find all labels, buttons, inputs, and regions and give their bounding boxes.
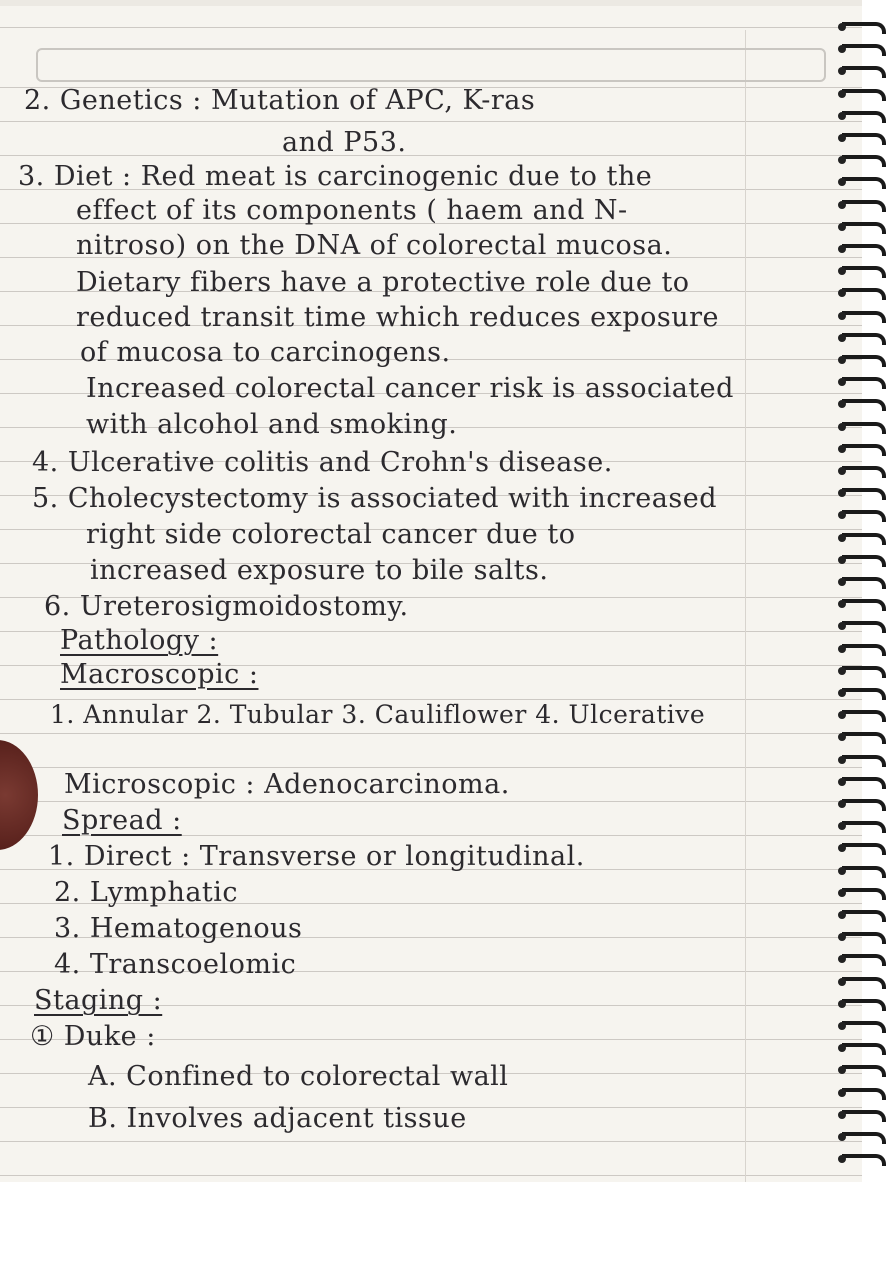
spiral-tip (838, 445, 846, 453)
note-line: with alcohol and smoking. (86, 409, 458, 440)
spiral-tip (838, 889, 846, 897)
note-line-genetics: 2. Genetics : Mutation of APC, K-ras (24, 85, 536, 116)
spiral-tip (838, 978, 846, 986)
spiral-tip (838, 645, 846, 653)
note-line-hematogenous: 3. Hematogenous (54, 913, 303, 944)
spiral-tip (838, 778, 846, 786)
spiral-wire (842, 466, 886, 478)
spiral-coil (838, 129, 893, 143)
spiral-wire (842, 1065, 886, 1077)
spiral-wire (842, 910, 886, 922)
spiral-wire (842, 821, 886, 833)
spiral-wire (842, 732, 886, 744)
note-line-lymphatic: 2. Lymphatic (54, 877, 239, 908)
spiral-coil (838, 862, 893, 876)
spiral-coil (838, 773, 893, 787)
spiral-wire (842, 644, 886, 656)
spiral-wire (842, 444, 886, 456)
spiral-coil (838, 240, 893, 254)
spiral-coil (838, 1106, 893, 1120)
note-line-transcoelomic: 4. Transcoelomic (54, 949, 297, 980)
note-line-macroscopic-types: 1. Annular 2. Tubular 3. Cauliflower 4. Ulcerative (50, 700, 706, 729)
spiral-wire (842, 977, 886, 989)
spiral-coil (838, 995, 893, 1009)
note-line: Dietary fibers have a protective role due to (76, 267, 690, 298)
spiral-wire (842, 244, 886, 256)
note-line-direct: 1. Direct : Transverse or longitudinal. (48, 841, 585, 872)
spiral-tip (838, 134, 846, 142)
spiral-coil (838, 706, 893, 720)
spiral-coil (838, 218, 893, 232)
spiral-coil (838, 617, 893, 631)
heading-staging: Staging : (34, 985, 163, 1016)
spiral-wire (842, 621, 886, 633)
spiral-coil (838, 551, 893, 565)
spiral-wire (842, 1021, 886, 1033)
spiral-wire (842, 533, 886, 545)
spiral-wire (842, 1110, 886, 1122)
note-line-duke: ① Duke : (30, 1021, 156, 1052)
spiral-tip (838, 1000, 846, 1008)
spiral-wire (842, 66, 886, 78)
spiral-coil (838, 906, 893, 920)
spiral-wire (842, 777, 886, 789)
spiral-wire (842, 1154, 886, 1166)
spiral-wire (842, 999, 886, 1011)
spiral-wire (842, 333, 886, 345)
note-line: reduced transit time which reduces exposure (76, 302, 720, 333)
spiral-tip (838, 578, 846, 586)
spiral-wire (842, 888, 886, 900)
note-line-cholecystectomy: 5. Cholecystectomy is associated with increased (32, 483, 717, 514)
spiral-coil (838, 284, 893, 298)
spiral-tip (838, 112, 846, 120)
spiral-wire (842, 377, 886, 389)
spiral-wire (842, 843, 886, 855)
spiral-tip (838, 201, 846, 209)
note-line-diet: 3. Diet : Red meat is carcinogenic due to the (18, 161, 653, 192)
spiral-coil (838, 40, 893, 54)
spiral-coil (838, 1150, 893, 1164)
spiral-tip (838, 90, 846, 98)
spiral-wire (842, 155, 886, 167)
spiral-wire (842, 1088, 886, 1100)
spiral-wire (842, 866, 886, 878)
note-line-microscopic: Microscopic : Adenocarcinoma. (64, 769, 510, 800)
note-line-duke-b: B. Involves adjacent tissue (88, 1103, 467, 1134)
spiral-wire (842, 200, 886, 212)
spiral-wire (842, 599, 886, 611)
heading-pathology: Pathology : (60, 625, 219, 656)
spiral-coil (838, 817, 893, 831)
spiral-tip (838, 356, 846, 364)
spiral-tip (838, 1133, 846, 1141)
spiral-tip (838, 245, 846, 253)
spiral-wire (842, 22, 886, 34)
spiral-coil (838, 1039, 893, 1053)
spiral-coil (838, 462, 893, 476)
spiral-coil (838, 62, 893, 76)
spiral-coil (838, 173, 893, 187)
spiral-coil (838, 1128, 893, 1142)
note-line-ulcerative-colitis: 4. Ulcerative colitis and Crohn's disease. (32, 447, 613, 478)
spiral-coil (838, 529, 893, 543)
spiral-coil (838, 440, 893, 454)
spiral-coil (838, 1084, 893, 1098)
spiral-tip (838, 911, 846, 919)
spiral-tip (838, 334, 846, 342)
spiral-wire (842, 399, 886, 411)
spiral-wire (842, 710, 886, 722)
spiral-coil (838, 262, 893, 276)
spiral-coil (838, 18, 893, 32)
spiral-wire (842, 111, 886, 123)
spiral-coil (838, 351, 893, 365)
spiral-coil (838, 973, 893, 987)
spiral-coil (838, 196, 893, 210)
spiral-coil (838, 484, 893, 498)
spiral-coil (838, 662, 893, 676)
spiral-wire (842, 688, 886, 700)
note-line: of mucosa to carcinogens. (80, 337, 451, 368)
spiral-tip (838, 1089, 846, 1097)
spiral-wire (842, 1043, 886, 1055)
spiral-wire (842, 755, 886, 767)
spiral-wire (842, 799, 886, 811)
spiral-coil (838, 307, 893, 321)
spiral-tip (838, 423, 846, 431)
spiral-tip (838, 1111, 846, 1119)
spiral-wire (842, 422, 886, 434)
spiral-tip (838, 534, 846, 542)
spiral-wire (842, 355, 886, 367)
spiral-coil (838, 751, 893, 765)
spiral-wire (842, 666, 886, 678)
spiral-wire (842, 222, 886, 234)
spiral-coil (838, 950, 893, 964)
spiral-coil (838, 107, 893, 121)
spiral-binding (838, 18, 893, 1178)
heading-spread: Spread : (62, 805, 182, 836)
spiral-wire (842, 266, 886, 278)
spiral-wire (842, 44, 886, 56)
spiral-coil (838, 795, 893, 809)
spiral-tip (838, 223, 846, 231)
note-line: increased exposure to bile salts. (90, 555, 549, 586)
note-line-duke-a: A. Confined to colorectal wall (88, 1061, 509, 1092)
note-line: Increased colorectal cancer risk is associated (86, 373, 734, 404)
spiral-tip (838, 667, 846, 675)
spiral-coil (838, 85, 893, 99)
spiral-tip (838, 867, 846, 875)
note-line: right side colorectal cancer due to (86, 519, 576, 550)
spiral-tip (838, 689, 846, 697)
spiral-coil (838, 373, 893, 387)
spiral-coil (838, 1061, 893, 1075)
spiral-tip (838, 1022, 846, 1030)
spiral-tip (838, 467, 846, 475)
spiral-wire (842, 288, 886, 300)
spiral-wire (842, 555, 886, 567)
spiral-coil (838, 728, 893, 742)
note-line: effect of its components ( haem and N- (76, 195, 628, 226)
spiral-tip (838, 556, 846, 564)
spiral-coil (838, 395, 893, 409)
spiral-wire (842, 1132, 886, 1144)
spiral-coil (838, 595, 893, 609)
heading-macroscopic: Macroscopic : (60, 659, 259, 690)
note-line: nitroso) on the DNA of colorectal mucosa. (76, 230, 673, 261)
spiral-wire (842, 133, 886, 145)
note-line-ureterosigmoidostomy: 6. Ureterosigmoidostomy. (44, 591, 409, 622)
spiral-wire (842, 954, 886, 966)
spiral-tip (838, 23, 846, 31)
spiral-coil (838, 329, 893, 343)
spiral-coil (838, 640, 893, 654)
note-line-p53: and P53. (282, 127, 407, 158)
spiral-wire (842, 177, 886, 189)
spiral-wire (842, 510, 886, 522)
spiral-wire (842, 488, 886, 500)
spiral-tip (838, 800, 846, 808)
spiral-wire (842, 311, 886, 323)
spiral-wire (842, 932, 886, 944)
spiral-tip (838, 312, 846, 320)
spiral-coil (838, 151, 893, 165)
spiral-wire (842, 577, 886, 589)
spiral-coil (838, 573, 893, 587)
spiral-coil (838, 506, 893, 520)
spiral-wire (842, 89, 886, 101)
spiral-coil (838, 1017, 893, 1031)
spiral-coil (838, 928, 893, 942)
spiral-coil (838, 884, 893, 898)
spiral-tip (838, 756, 846, 764)
spiral-coil (838, 418, 893, 432)
spiral-coil (838, 839, 893, 853)
spiral-coil (838, 684, 893, 698)
